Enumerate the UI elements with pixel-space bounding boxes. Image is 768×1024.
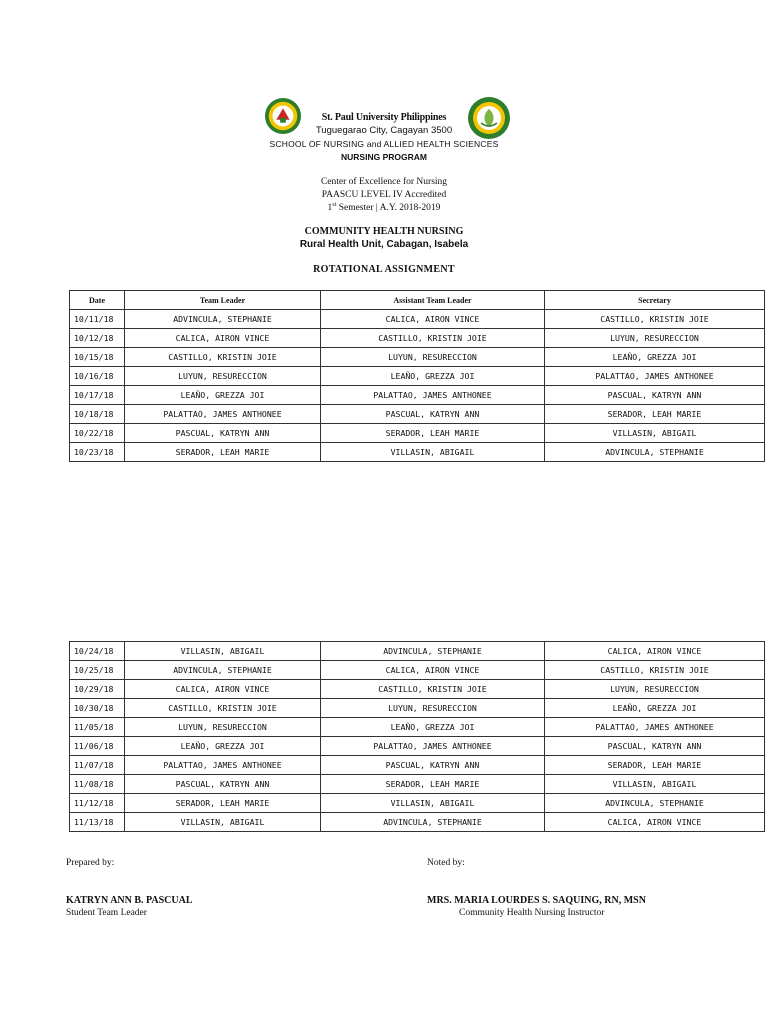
cell-team-leader: PALATTAO, JAMES ANTHONEE: [125, 756, 321, 775]
table-row: [70, 367, 765, 386]
table-row: [70, 813, 765, 832]
table-row: [70, 680, 765, 699]
cell-assistant-leader: ADVINCULA, STEPHANIE: [321, 642, 545, 661]
table-row: [70, 737, 765, 756]
university-name: St. Paul University Philippines: [321, 112, 447, 123]
cell-team-leader: LUYUN, RESURECCION: [125, 718, 321, 737]
cell-team-leader: CASTILLO, KRISTIN JOIE: [125, 348, 321, 367]
cell-date: 10/12/18: [70, 329, 125, 348]
cell-assistant-leader: CALICA, AIRON VINCE: [321, 661, 545, 680]
program-name: NURSING PROGRAM: [341, 152, 427, 162]
table-row: [70, 348, 765, 367]
cell-date: 10/29/18: [70, 680, 125, 699]
cell-date: 10/23/18: [70, 443, 125, 462]
table-row: [70, 699, 765, 718]
cell-team-leader: CALICA, AIRON VINCE: [125, 680, 321, 699]
cell-secretary: VILLASIN, ABIGAIL: [545, 424, 765, 443]
cell-secretary: LEAÑO, GREZZA JOI: [545, 348, 765, 367]
table-row: [70, 661, 765, 680]
cell-team-leader: CASTILLO, KRISTIN JOIE: [125, 699, 321, 718]
cell-secretary: VILLASIN, ABIGAIL: [545, 775, 765, 794]
table-row: [70, 775, 765, 794]
noted-by-label: Noted by:: [427, 858, 465, 868]
cell-team-leader: SERADOR, LEAH MARIE: [125, 794, 321, 813]
table-row: [70, 642, 765, 661]
cell-team-leader: ADVINCULA, STEPHANIE: [125, 661, 321, 680]
prepared-by-label: Prepared by:: [66, 858, 115, 868]
cell-team-leader: VILLASIN, ABIGAIL: [125, 813, 321, 832]
cell-date: 11/08/18: [70, 775, 125, 794]
table-row: [70, 756, 765, 775]
cell-date: 10/25/18: [70, 661, 125, 680]
cell-date: 10/24/18: [70, 642, 125, 661]
col-date-header: Date: [70, 291, 125, 310]
cell-date: 10/16/18: [70, 367, 125, 386]
noted-by-name: MRS. MARIA LOURDES S. SAQUING, RN, MSN: [427, 895, 646, 906]
table-row: [70, 443, 765, 462]
cell-secretary: LEAÑO, GREZZA JOI: [545, 699, 765, 718]
col-secretary-header: Secretary: [545, 291, 765, 310]
cell-secretary: LUYUN, RESURECCION: [545, 680, 765, 699]
cell-team-leader: PALATTAO, JAMES ANTHONEE: [125, 405, 321, 424]
university-address: Tuguegarao City, Cagayan 3500: [315, 125, 453, 136]
cell-secretary: CASTILLO, KRISTIN JOIE: [545, 310, 765, 329]
cell-team-leader: LEAÑO, GREZZA JOI: [125, 737, 321, 756]
cell-assistant-leader: LUYUN, RESURECCION: [321, 699, 545, 718]
cell-assistant-leader: ADVINCULA, STEPHANIE: [321, 813, 545, 832]
cell-assistant-leader: PALATTAO, JAMES ANTHONEE: [321, 737, 545, 756]
venue-line: Rural Health Unit, Cabagan, Isabela: [299, 239, 469, 250]
cell-date: 11/12/18: [70, 794, 125, 813]
cell-date: 10/17/18: [70, 386, 125, 405]
cell-assistant-leader: SERADOR, LEAH MARIE: [321, 424, 545, 443]
cell-date: 11/06/18: [70, 737, 125, 756]
cell-secretary: CASTILLO, KRISTIN JOIE: [545, 661, 765, 680]
cell-assistant-leader: SERADOR, LEAH MARIE: [321, 775, 545, 794]
cell-assistant-leader: PASCUAL, KATRYN ANN: [321, 405, 545, 424]
prepared-by-name: KATRYN ANN B. PASCUAL: [66, 895, 193, 906]
cell-secretary: PALATTAO, JAMES ANTHONEE: [545, 367, 765, 386]
semester-line: 1st Semester | A.Y. 2018-2019: [327, 202, 441, 214]
cell-secretary: SERADOR, LEAH MARIE: [545, 756, 765, 775]
table-row: [70, 794, 765, 813]
cell-date: 10/11/18: [70, 310, 125, 329]
rotation-table-2: [69, 641, 765, 832]
cell-date: 10/15/18: [70, 348, 125, 367]
cell-assistant-leader: CASTILLO, KRISTIN JOIE: [321, 329, 545, 348]
noted-by-role: Community Health Nursing Instructor: [459, 908, 605, 918]
cell-date: 11/07/18: [70, 756, 125, 775]
rotation-table-1: [69, 290, 765, 462]
cell-secretary: CALICA, AIRON VINCE: [545, 642, 765, 661]
cell-secretary: ADVINCULA, STEPHANIE: [545, 443, 765, 462]
cell-team-leader: SERADOR, LEAH MARIE: [125, 443, 321, 462]
col-assistant-header: Assistant Team Leader: [321, 291, 545, 310]
cell-assistant-leader: LEAÑO, GREZZA JOI: [321, 718, 545, 737]
cell-team-leader: ADVINCULA, STEPHANIE: [125, 310, 321, 329]
cell-date: 11/13/18: [70, 813, 125, 832]
prepared-by-role: Student Team Leader: [66, 908, 147, 918]
cell-assistant-leader: VILLASIN, ABIGAIL: [321, 794, 545, 813]
cell-assistant-leader: PASCUAL, KATRYN ANN: [321, 756, 545, 775]
cell-secretary: PASCUAL, KATRYN ANN: [545, 386, 765, 405]
cell-assistant-leader: CASTILLO, KRISTIN JOIE: [321, 680, 545, 699]
cell-assistant-leader: LEAÑO, GREZZA JOI: [321, 367, 545, 386]
table-row: [70, 405, 765, 424]
cell-assistant-leader: VILLASIN, ABIGAIL: [321, 443, 545, 462]
table-row: [70, 310, 765, 329]
cell-team-leader: PASCUAL, KATRYN ANN: [125, 424, 321, 443]
cell-date: 11/05/18: [70, 718, 125, 737]
cell-secretary: LUYUN, RESURECCION: [545, 329, 765, 348]
cell-team-leader: LEAÑO, GREZZA JOI: [125, 386, 321, 405]
table-row: [70, 718, 765, 737]
document-title: ROTATIONAL ASSIGNMENT: [313, 264, 455, 275]
cell-assistant-leader: LUYUN, RESURECCION: [321, 348, 545, 367]
cell-secretary: CALICA, AIRON VINCE: [545, 813, 765, 832]
school-name: SCHOOL OF NURSING and ALLIED HEALTH SCIENCES: [269, 139, 499, 149]
table-row: [70, 386, 765, 405]
course-title: COMMUNITY HEALTH NURSING: [304, 226, 464, 237]
cell-secretary: SERADOR, LEAH MARIE: [545, 405, 765, 424]
cell-secretary: PASCUAL, KATRYN ANN: [545, 737, 765, 756]
accreditation-line: PAASCU LEVEL IV Accredited: [321, 190, 447, 200]
cell-team-leader: PASCUAL, KATRYN ANN: [125, 775, 321, 794]
table-row: [70, 424, 765, 443]
cell-date: 10/30/18: [70, 699, 125, 718]
excellence-line: Center of Excellence for Nursing: [320, 177, 448, 187]
cell-date: 10/22/18: [70, 424, 125, 443]
cell-assistant-leader: PALATTAO, JAMES ANTHONEE: [321, 386, 545, 405]
table-row: [70, 329, 765, 348]
cell-secretary: ADVINCULA, STEPHANIE: [545, 794, 765, 813]
cell-secretary: PALATTAO, JAMES ANTHONEE: [545, 718, 765, 737]
cell-team-leader: LUYUN, RESURECCION: [125, 367, 321, 386]
table-header-row: [70, 291, 765, 310]
col-team-leader-header: Team Leader: [125, 291, 321, 310]
cell-date: 10/18/18: [70, 405, 125, 424]
cell-assistant-leader: CALICA, AIRON VINCE: [321, 310, 545, 329]
cell-team-leader: CALICA, AIRON VINCE: [125, 329, 321, 348]
cell-team-leader: VILLASIN, ABIGAIL: [125, 642, 321, 661]
